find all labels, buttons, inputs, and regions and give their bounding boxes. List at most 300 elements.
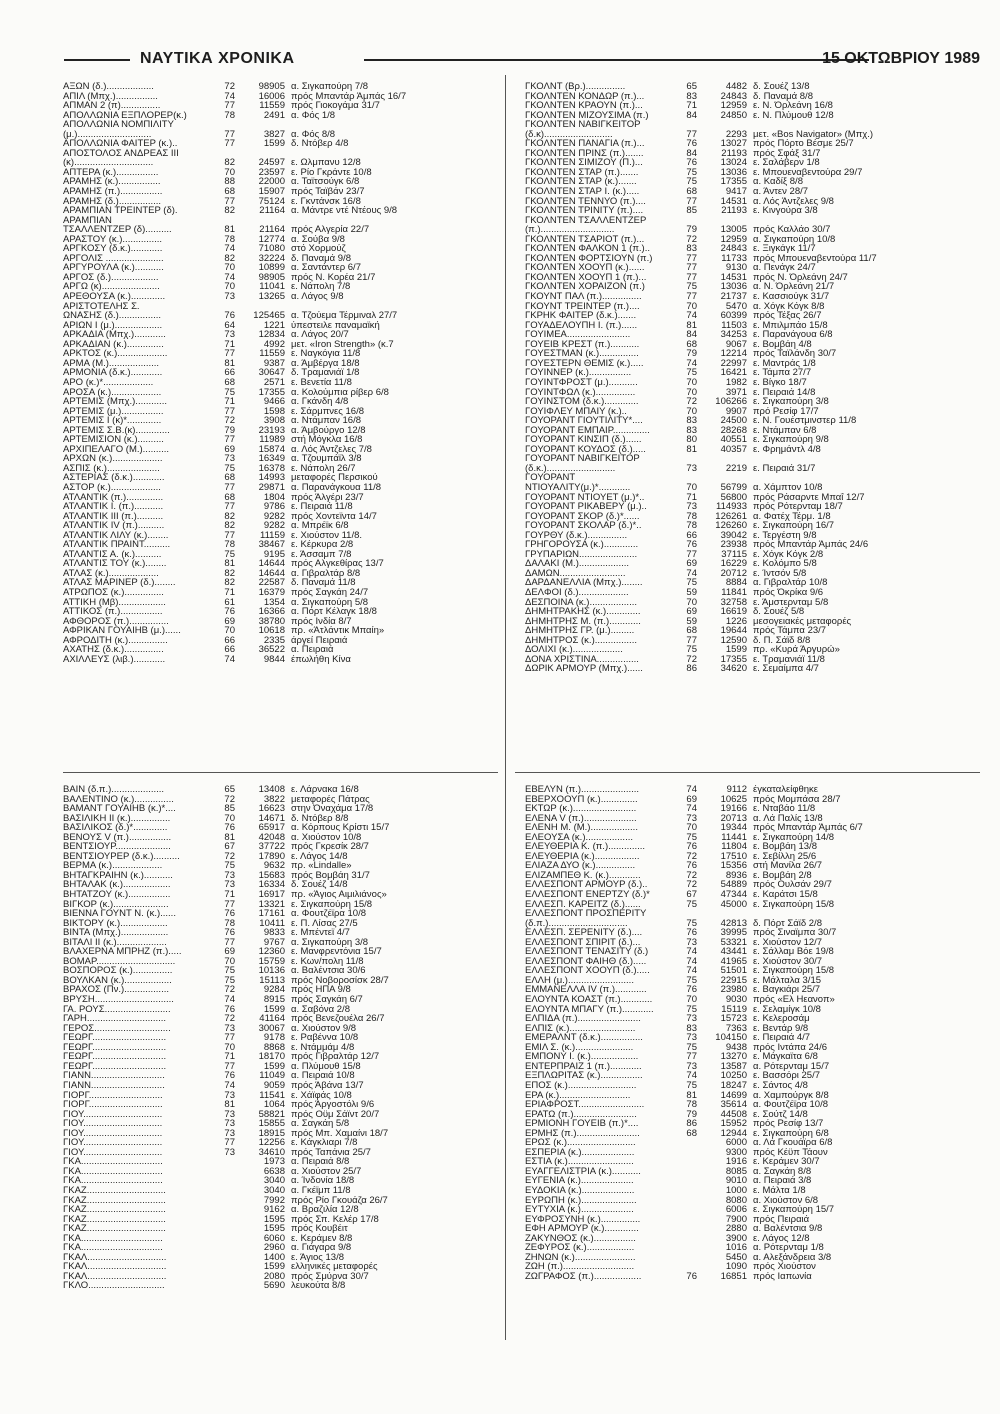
last-position: α. Σιγκαπούρη 7/8 (291, 82, 369, 92)
last-position: α. Άμβέργα 18/8 (291, 358, 360, 369)
ship-name: ΕΛΕΝΑ V (π.).................... (525, 813, 637, 824)
ship-name: ΓΚΟΥΝΤ ΤΡΕΪΝΤΕΡ (π.).... (525, 301, 640, 312)
last-position: α. Πενάγκ 24/7 (753, 263, 816, 273)
ship-entry (525, 1234, 990, 1244)
last-position: α. Πλύμουθ 15/8 (291, 1061, 361, 1072)
tonnage: 14531 (720, 272, 747, 283)
build-year: 74 (224, 244, 235, 254)
last-position: μετ. «Bos Navigator» (Μπχ.) (753, 129, 874, 140)
ship-entry (63, 158, 528, 168)
last-position: πρός Σιναϊμπα 30/7 (753, 928, 837, 938)
ship-name: ΕΛΛΗ (μ.)......................... (525, 975, 634, 986)
last-position: α. Χιούστον 9/8 (291, 1023, 357, 1034)
last-position: ε. Σάλλαμ Βόε 19/8 (753, 947, 834, 957)
ship-name: ΓΙΟΥ.............................. (63, 1128, 163, 1139)
last-position: δ. Παναμά 11/8 (291, 578, 356, 588)
build-year: 73 (686, 1033, 697, 1043)
build-year: 77 (686, 292, 697, 302)
ship-name: ΕΥΓΕΝΙΑ (κ.).................... (525, 1176, 634, 1186)
build-year: 77 (686, 129, 697, 140)
last-position: α. Καδίξ 8/8 (753, 177, 803, 188)
ship-name: ΒΗΤΑΓΚΡΑΙΗΝ (κ.)........... (63, 870, 173, 881)
ship-entry (63, 804, 528, 814)
ship-name: ΓΟΥΟΡΑΝΤ ΣΚΟΛΑΡ (δ.)*.. (525, 521, 642, 531)
ship-entry (63, 1100, 528, 1110)
ship-entry (63, 235, 528, 245)
ship-entry (525, 559, 990, 569)
ship-entry (63, 645, 528, 655)
ship-name: ΓΚΟΛΝΤΕΝ ΣΤΑΡ (π.)....... (525, 167, 639, 178)
ship-name: ΕΛΛΕΣΠΟΝΤ ΠΡΟΣΠΕΡΙΤΥ (525, 909, 647, 919)
tonnage: 14644 (258, 559, 285, 569)
last-position: πρός Αλγκεθίρας 13/7 (291, 559, 384, 569)
tonnage: 3040 (263, 1176, 285, 1186)
ship-entry (525, 263, 990, 273)
last-position: πρός Ράσαρντε Μπαΐ 12/7 (753, 492, 865, 503)
last-position: ε. Βίγκο 18/7 (753, 377, 807, 388)
tonnage: 9786 (263, 502, 285, 512)
tonnage: 9112 (726, 785, 747, 795)
tonnage: 1000 (725, 1185, 747, 1196)
ship-entry (525, 397, 990, 407)
tonnage: 17355 (720, 654, 747, 665)
ship-entry (63, 454, 528, 464)
build-year: 81 (686, 320, 697, 331)
build-year: 70 (224, 263, 235, 273)
ship-entry (525, 1119, 990, 1129)
ship-entry (63, 1052, 528, 1062)
last-position: α. Φουτζέϊρα 10/8 (753, 1100, 829, 1110)
last-position: α. Γιβραλτάρ 10/8 (753, 578, 828, 588)
build-year: 74 (686, 804, 697, 814)
ship-entry (63, 814, 528, 824)
ship-name: ΑΡΑΜΗΣ (δ.)................ (63, 196, 162, 207)
build-year: 76 (686, 985, 697, 996)
ship-entry (525, 636, 990, 646)
ship-list-lower-left (63, 785, 528, 1291)
tonnage: 32758 (720, 597, 747, 608)
tonnage: 28268 (720, 425, 747, 436)
ship-entry (63, 1215, 528, 1225)
tonnage: 14671 (258, 813, 285, 824)
last-position: ε. Σιγκαπούρη 9/8 (753, 435, 829, 445)
tonnage: 9907 (725, 406, 747, 417)
ship-name: ΑΡΟ (κ.)*................... (63, 377, 154, 388)
build-year: 78 (224, 234, 235, 245)
ship-name: ΑΡΜΟΝΙΑ (δ.κ.)............ (63, 368, 163, 378)
ship-name: ΒΟΥΛΚΑΝ (κ.).................. (63, 975, 172, 986)
ship-name: ΑΠΟΣΤΟΛΟΣ ΑΝΔΡΕΑΣ ΙΙΙ (63, 148, 179, 159)
last-position: α. Αλεξάνδρεια 3/8 (753, 1252, 832, 1263)
build-year: 70 (224, 1042, 235, 1053)
ship-name: ΒΑΣΙΛΙΚΗ ΙΙ (κ.)............... (63, 813, 171, 824)
ship-entry (63, 550, 528, 560)
ship-name: ΕΛΙΖΑΜΠΕΘ Κ. (κ.)............ (525, 870, 641, 881)
ship-entry (63, 244, 528, 254)
ship-entry (63, 1081, 528, 1091)
ship-name: ΕΛΟΥΝΤΑ ΚΟΑΣΤ (π.)............ (525, 995, 653, 1005)
tonnage: 98905 (258, 82, 285, 92)
ship-name: ΓΚΟΛΝΤΕΝ ΤΕΝΝΥΟ (π.).... (525, 196, 646, 207)
build-year: 70 (224, 167, 235, 178)
last-position: ε. Παρανάγουα 6/8 (753, 330, 833, 340)
tonnage: 36522 (258, 645, 285, 655)
tonnage: 58821 (258, 1109, 285, 1120)
ship-name: ΑΤΡΩΠΟΣ (κ.)............... (63, 587, 164, 598)
ship-name: ΑΤΛΑΝΤΙΣ ΤΟΥ (κ.)........ (63, 559, 167, 569)
section-divider-right (515, 772, 980, 773)
ship-entry (63, 340, 528, 350)
last-position: στή Μανίλα 26/7 (753, 861, 823, 871)
build-year: 76 (686, 139, 697, 149)
build-year: 72 (686, 870, 697, 881)
ship-name: ΑΠΟΛΛΩΝΙΑ ΝΟΜΠΙΛΙΤΥ (63, 120, 174, 130)
last-position: πρός Ρεσίφ 13/7 (753, 1119, 824, 1129)
last-position: πρός Τέξας 26/7 (753, 311, 822, 321)
last-position: ε. Μπιλμπάο 15/8 (753, 320, 828, 331)
tonnage: 9284 (263, 985, 285, 996)
ship-entry (525, 521, 990, 531)
tonnage: 13027 (720, 139, 747, 149)
ship-name: ΕΛΕΥΘΕΡΙΑ (κ.)................. (525, 851, 640, 862)
last-position: ε. Πειραιά 14/8 (753, 387, 816, 398)
last-position: ε. Μπέντεϊ 4/7 (291, 928, 350, 938)
ship-entry (525, 1186, 990, 1196)
ship-name: ΓΚΟΛΝΤΕΝ ΣΤΑΡ (κ.)....... (525, 177, 637, 188)
last-position: ε. Νταβάο 11/8 (753, 804, 816, 814)
build-year: 72 (224, 1014, 235, 1024)
build-year: 66 (686, 530, 697, 541)
ship-entry (63, 282, 528, 292)
tonnage: 5690 (263, 1281, 285, 1291)
last-position: α. Λά Παλίς 13/8 (753, 813, 823, 824)
build-year: 77 (224, 899, 235, 910)
build-year: 78 (224, 540, 235, 550)
ship-entry (63, 263, 528, 273)
ship-entry (63, 493, 528, 503)
ship-name: ΕΞΠΛΩΡΙΤΑΣ (κ.)................ (525, 1071, 643, 1081)
ship-entry (525, 359, 990, 369)
build-year: 70 (224, 813, 235, 824)
ship-name: ΕΡΜΗΣ (π.)........................ (525, 1128, 640, 1139)
build-year: 77 (224, 139, 235, 149)
tonnage: 24850 (720, 110, 747, 121)
ship-name: ΓΚΑΛ.............................. (63, 1262, 167, 1272)
tonnage: 40357 (720, 444, 747, 455)
build-year: 76 (224, 928, 235, 938)
ship-name: ΑΡΧΩΝ (κ.)................... (63, 454, 163, 464)
last-position: ε. Κασσιούγκ 31/7 (753, 292, 830, 302)
ship-name: ΑΠΟΛΛΩΝΙΑ ΦΑΪΤΕΡ (κ.).. (63, 139, 178, 149)
tonnage: 10136 (258, 966, 285, 976)
ship-entry (63, 216, 528, 226)
build-year: 74 (686, 568, 697, 579)
tonnage: 2080 (263, 1271, 285, 1282)
ship-name: ΒΙΤΑΛΙ ΙΙ (κ.)................... (63, 937, 167, 948)
ship-name: ΑΣΤΕΡΙΑΣ (δ.κ.)............ (63, 473, 165, 483)
last-position: ε. Ωλμπανυ 12/8 (291, 158, 361, 168)
last-position: ε. Βασσόρι 25/7 (753, 1071, 820, 1081)
build-year: 73 (224, 1147, 235, 1158)
tonnage: 2960 (263, 1243, 285, 1253)
build-year: 65 (686, 82, 697, 92)
build-year: 65 (224, 785, 235, 795)
build-year: 75 (686, 1004, 697, 1015)
ship-entry (63, 330, 528, 340)
ship-name: ΓΙΟΥ.............................. (63, 1138, 163, 1148)
tonnage: 1064 (263, 1100, 285, 1110)
build-year: 72 (686, 654, 697, 665)
tonnage: 8915 (263, 995, 285, 1005)
last-position: α. Βαλέντσια 9/8 (753, 1224, 823, 1234)
last-position: α. Μπρέϊκ 6/8 (291, 521, 349, 531)
build-year: 70 (686, 597, 697, 608)
tonnage: 20712 (720, 568, 747, 579)
last-position: ε. Βομβάη 4/8 (753, 339, 812, 350)
ship-entry (63, 569, 528, 579)
tonnage: 11804 (721, 842, 747, 852)
ship-entry (525, 1253, 990, 1263)
ship-name: ΕΣΠΕΡΙΑ (κ.).................... (525, 1147, 635, 1158)
ship-entry (63, 909, 528, 919)
ship-entry (525, 957, 990, 967)
build-year: 77 (224, 1033, 235, 1043)
ship-entry (525, 349, 990, 359)
tonnage: 45000 (720, 899, 747, 910)
tonnage: 9417 (725, 187, 747, 197)
last-position: ε. Γκντάνσκ 16/8 (291, 196, 361, 207)
last-position: πρός Κέϋπ Τάουν (753, 1147, 828, 1158)
ship-entry (63, 149, 528, 159)
tonnage: 21193 (721, 148, 747, 159)
build-year: 75 (224, 549, 235, 560)
tonnage: 9632 (263, 861, 285, 871)
tonnage: 9387 (263, 358, 285, 369)
ship-name: ΓΚΟΛΝΤΕΝ ΤΣΑΛΛΕΝΤΖΕΡ (525, 215, 647, 226)
last-position: ε. Σιγκαπούρη 15/8 (753, 966, 835, 976)
last-position: α. Γιβραλτάρ 8/8 (291, 568, 361, 579)
last-position: α. Σιγκαπούρη 10/8 (753, 234, 836, 245)
tonnage: 21164 (259, 206, 285, 216)
last-position: πρός Καλλάο 30/7 (753, 225, 831, 235)
ship-entry (63, 82, 528, 92)
ship-entry (63, 512, 528, 522)
ship-name: ΓΚΑΖ.............................. (63, 1214, 166, 1225)
last-position: α. Κόρπους Κρίστι 15/7 (291, 823, 390, 833)
build-year: 75 (224, 966, 235, 976)
build-year: 72 (224, 82, 235, 92)
last-position: ε. Σιγκαπούρη 15/7 (753, 1205, 835, 1215)
ship-name: ΕΛΛΕΣΠΟΝΤ ΕΝΕΡΤΖΥ (δ.)* (525, 890, 650, 900)
last-position: α. Λός Άντζελες 9/8 (753, 196, 834, 207)
ship-entry (525, 1176, 990, 1186)
ship-entry (525, 947, 990, 957)
tonnage: 126260 (715, 521, 747, 531)
ship-entry (525, 1167, 990, 1177)
build-year: 71 (686, 101, 697, 111)
last-position: ε. Βενετία 11/8 (291, 377, 352, 388)
ship-name: ΕΛΕΝΗ Μ. (Μ.).................. (525, 823, 638, 833)
ship-name: ΓΙΟΥ.............................. (63, 1119, 163, 1129)
tonnage: 15119 (721, 1004, 747, 1015)
ship-name: ΓΟΥΟΡΑΝΤ (525, 473, 576, 483)
build-year: 76 (686, 928, 697, 938)
ship-entry (63, 111, 528, 121)
ship-name: ΕΝΤΕΡΠΡΑΪΖ 1 (π.)............ (525, 1061, 642, 1072)
build-year: 81 (224, 358, 235, 369)
last-position: δ. Π. Σάϊδ 8/8 (753, 635, 811, 646)
tonnage: 41965 (720, 956, 747, 967)
build-year: 71 (224, 397, 235, 407)
ship-name: ΓΙΟΥ.............................. (63, 1109, 163, 1120)
tonnage: 12590 (720, 635, 747, 646)
last-position: πρός Ιντάπα 24/6 (753, 1042, 828, 1053)
tonnage: 15952 (720, 1119, 747, 1129)
ship-name: ΖΕΦΥΡΟΣ (κ.).................. (525, 1243, 635, 1253)
tonnage: 32224 (258, 253, 285, 264)
ship-list-upper-left (63, 82, 528, 664)
tonnage: 30647 (258, 368, 285, 378)
build-year: 66 (224, 645, 235, 655)
ship-name: ΔΑΡΔΑΝΕΛΛΙΑ (Μπχ.)........ (525, 578, 643, 588)
build-year: 75 (686, 177, 697, 188)
ship-entry (63, 416, 528, 426)
ship-name: ΓΚΟΛΝΤΕΝ ΜΙΖΟΥΣΙΜΑ (π.) (525, 110, 649, 121)
ship-name: ΒΡΥΣΗ.............................. (63, 995, 174, 1005)
build-year: 72 (686, 851, 697, 862)
tonnage: 9195 (263, 549, 285, 560)
ship-name: ΕΛΛΕΣΠΟΝΤ ΣΠΙΡΙΤ (δ.)... (525, 937, 641, 948)
ship-entry (525, 785, 990, 795)
tonnage: 9059 (263, 1080, 285, 1091)
ship-name: ΒΟΣΠΟΡΟΣ (κ.)............... (63, 966, 173, 976)
last-position: ε. Βεντάρ 9/8 (753, 1023, 809, 1034)
tonnage: 11559 (259, 101, 285, 111)
last-position: μεταφορές Περσικού (291, 473, 378, 483)
ship-name: ΓΚΑΖ.............................. (63, 1185, 166, 1196)
tonnage: 43441 (720, 947, 747, 957)
ship-entry (63, 1253, 528, 1263)
last-position: α. Σαντάντερ 6/7 (291, 263, 361, 273)
ship-name: ΓΕΩΡΓ............................ (63, 1052, 167, 1062)
build-year: 75 (686, 167, 697, 178)
ship-entry (63, 880, 528, 890)
ship-entry (63, 1062, 528, 1072)
build-year: 78 (686, 511, 697, 522)
tonnage: 7363 (725, 1023, 747, 1034)
build-year: 71 (224, 1052, 235, 1062)
ship-name: ΓΚΟΛΝΤΕΝ ΦΑΛΚΟΝ 1 (π.).. (525, 244, 650, 254)
last-position: ε. Τραμανιάϊ 11/8 (753, 654, 825, 665)
tonnage: 1595 (263, 1214, 285, 1225)
tonnage: 11541 (259, 1090, 285, 1101)
ship-entry (525, 158, 990, 168)
ship-name: ΤΣΑΛΛΕΝΤΖΕΡ (δ).......... (63, 225, 172, 235)
ship-entry (525, 216, 990, 226)
ship-entry (63, 92, 528, 102)
last-position: ε. Χιούστον 11/8. (291, 530, 363, 541)
ship-entry (63, 473, 528, 483)
ship-name: ΓΙΟΡΓ............................ (63, 1100, 163, 1110)
ship-name: ΑΡΤΕΜΙΣ (μ.)................ (63, 406, 164, 417)
ship-entry (525, 617, 990, 627)
tonnage: 12834 (258, 330, 285, 340)
ship-name: ΒΗΤΑΤΖΟΫ (κ.)................ (63, 890, 171, 900)
tonnage: 8085 (725, 1166, 747, 1177)
tonnage: 4482 (725, 82, 747, 92)
ship-name: ΕΜΠΟΝΥ Ι. (κ.).................. (525, 1052, 639, 1062)
build-year: 76 (224, 607, 235, 617)
ship-entry (63, 1119, 528, 1129)
build-year: 75 (686, 645, 697, 655)
last-position: πρός Πειραιά (753, 1214, 810, 1225)
tonnage: 13587 (720, 1061, 747, 1072)
ship-name: ΑΡΕΘΟΥΣΑ (κ.)............. (63, 292, 166, 302)
ship-entry (525, 823, 990, 833)
ship-name: ΝΤΙΟΥΑΛΙΤΥ(μ.)*............ (525, 482, 631, 493)
ship-name: ΓΟΥΑΔΕΛΟΥΠΗ Ι. (π.)...... (525, 320, 638, 331)
last-position: στή Μόγκλα 16/8 (291, 435, 363, 445)
tonnage: 2491 (263, 110, 285, 121)
ship-name: ΓΚΟΛΝΤΕΝ ΚΟΝΔΩΡ (π.)... (525, 91, 645, 102)
last-position: δ. Σουέζ 5/8 (753, 607, 805, 617)
last-position: α. Χάμπτον 10/8 (753, 482, 823, 493)
ship-name: (μ.)............................ (63, 129, 152, 140)
ship-entry (525, 187, 990, 197)
ship-entry (525, 1138, 990, 1148)
ship-name: (δ.κ).......................... (525, 129, 613, 140)
tonnage: 2293 (725, 129, 747, 140)
ship-name: ΕΡΑΤΩ (π.)........................ (525, 1109, 637, 1120)
build-year: 85 (224, 804, 235, 814)
ship-entry (525, 655, 990, 665)
last-position: πρός Βενεζουέλα 26/7 (291, 1014, 385, 1024)
ship-entry (63, 976, 528, 986)
build-year: 68 (224, 187, 235, 197)
ship-name: ΒΑΛΕΝΤΙΝΟ (κ.)............... (63, 794, 174, 805)
build-year: 73 (224, 1023, 235, 1034)
last-position: πρός Βομβάη 31/7 (291, 870, 370, 881)
last-position: ε. Τεργέστη 9/8 (753, 530, 817, 541)
last-position: α. Σιγκαπούρη 3/8 (291, 937, 369, 948)
last-position: ε. Σάρμπνες 16/8 (291, 406, 365, 417)
last-position: έπωλήθη Κίνα (291, 654, 351, 665)
tonnage: 1599 (263, 139, 285, 149)
build-year: 75 (686, 918, 697, 929)
ship-entry (63, 957, 528, 967)
build-year: 76 (224, 823, 235, 833)
last-position: ε. Πειραιά 11/8 (291, 502, 353, 512)
build-year: 79 (686, 225, 697, 235)
build-year: 84 (686, 148, 697, 159)
ship-name: ΕΛΛΕΣΠΟΝΤ ΑΡΜΟΥΡ (δ.).. (525, 880, 648, 891)
last-position: ε. Ν. Όρλεάνη 16/8 (753, 101, 833, 111)
ship-entry (525, 378, 990, 388)
build-year: 82 (224, 578, 235, 588)
last-position: ε. Πειραιά 4/7 (753, 1033, 811, 1043)
ship-name: ΑΡΟΣΑ (κ.)................... (63, 387, 162, 398)
last-position: ε. Κεράμεν 8/8 (291, 1233, 353, 1244)
build-year: 78 (224, 110, 235, 121)
last-position: ε. Μαντράς 1/8 (753, 358, 816, 369)
ship-entry (525, 149, 990, 159)
ship-entry (63, 1071, 528, 1081)
ship-entry (525, 1224, 990, 1234)
ship-entry (525, 426, 990, 436)
tonnage: 13265 (258, 292, 285, 302)
tonnage: 38467 (258, 540, 285, 550)
build-year: 82 (224, 253, 235, 264)
